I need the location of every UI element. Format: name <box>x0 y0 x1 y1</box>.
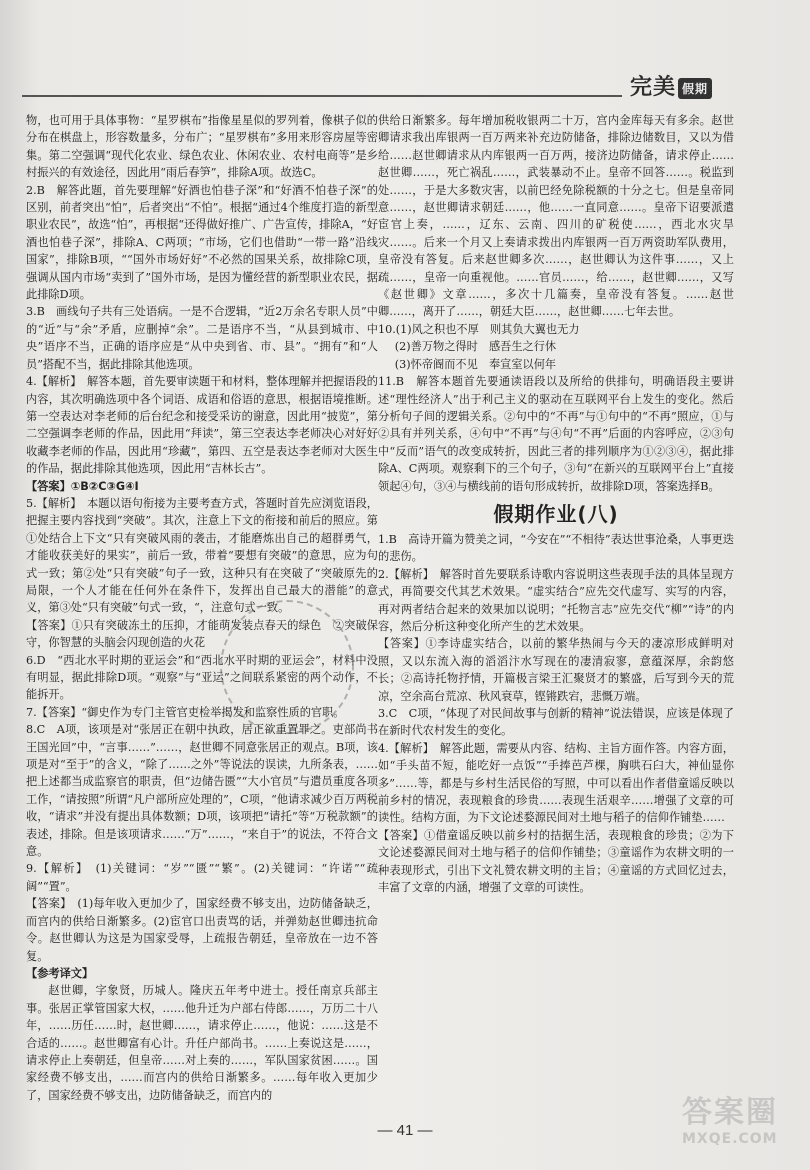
paragraph: 2.B 解答此题，首先要理解“好酒也怕巷子深”和“好酒不怕巷子深”的区别，前者突出“怕”，后者突出“不怕”。根据“通过4个维度打造的新型职业农民”，故选“怕”，再根据“还得做好推广、广告宣传，排除A，“好酒也怕巷子深”，排除A、C两项；“市场，它们也借助“一带一路”沿线国家”，排除B项，““国外市场好好”不必然的国果关系，故排除C项，强调从国内市场“卖到了”国外市场，是因为懂经营的新型职业农民，据此排除D项。 <box>26 183 378 302</box>
watermark-sub: MXQE.COM <box>682 1131 778 1147</box>
answer-line: (2)善万物之得时 感吾生之行休 <box>394 340 557 354</box>
translation-text: 赵世卿，字象贤，历城人。隆庆五年考中进士。授任南京兵部主事。张居正掌管国家大权，……他升迁为户部右侍郎……，万历二十八年，……历任……时，赵世卿……，请求停止……，他说：……这是不合适的……。赵世卿富有心计。升任户部尚书。……上奏说这是……，请求停止上奏朝廷，但皇帝……对上奏的……，军队国家贫困……。国家经费不够支出，……而宫内的供给日渐繁多。……每年收入更加少了，国家经费不够支出，边防储备缺乏，而宫内的 <box>26 984 378 1102</box>
paragraph: 11.B 解答本题首先要通读语段以及所给的供排句，明确语段主要讲述“理性经济人”出于利己主义的驱动在互联网平台上发生的变化。然后分析句子间的逻辑关系。②句中的“不再”与①句中的“不再”照应，①与②具有并列关系，④句中“不再”与④句“不再”后面的内容呼应，②③句中“反而”语气的改变成转折，因此三者的排列顺序为①②③④，据此排除A、C两项。观察剩下的三个句子，③句“在新兴的互联网平台上”直接领起④句，③④与横线前的语句形成转折，故排除D项，答案选择B。 <box>378 375 734 493</box>
paragraph: 3.B 画线句子共有三处语病。一是不合逻辑，“近2万余名专职人员”中的“近”与“余”矛盾，应删掉“余”。二是语序不当，“从县到城市、中央”语序不当，正确的语序应是“从中央到省、市、县”。“拥有”和“人员”搭配不当，据此排除其他选项。 <box>26 305 378 371</box>
brand-logo <box>630 70 790 104</box>
watermark-main: 答案圈 <box>682 1095 778 1130</box>
paragraph: 8.C A项，该项是对“张居正在朝中执政，居正欲重置罪之。吏部尚书王国光回”中，“言事……”……，赵世卿不同意张居正的观点。B项，该项是对“至于”的含义，“除了……之外”等说法的误读，九所条表，……把上述都当成监察官的职责，但“边储告匮”“大小官员”与遣员重度各项工作，“请按照”所谓“凡户部所应处理的”，C项，“他请求减少百万两税收，“请求”并没有提出具体数额；D项，该项把“请托”等“万税款额”的表述，排除。但是该项请求……“万”……，“来自于”的说法，不符合文意。 <box>26 723 378 859</box>
paragraph: 1.B 高诗开篇为赞美之词，“今安在”“不相待”表达世事沧桑，人事更迭的悲伤。 <box>378 532 734 564</box>
reference-heading: 【参考译文】 <box>26 966 94 980</box>
answer-line: 【答案】①李诗虚实结合，以前的繁华热闹与今天的凄凉形成鲜明对照，又以东流入海的滔滔汴水写现在的凄清寂寥，意蕴深厚，余韵悠长；②高诗托物抒情，开篇极言梁王汇聚贤才的繁盛，后写到今天的荒凉，空余高台荒凉、秋风衰草，铿锵跌宕，悲慨万端。 <box>378 637 734 703</box>
paragraph: 7.【答案】“御史作为专门主管官吏检举揭发和监察性质的官职。 <box>26 705 345 719</box>
paragraph: 4.【解析】 解答本题，首先要审读题干和材料，整体理解并把握语段的内容，其次明确选项中各个词语、成语和俗语的意思，根据语境推断。第一空表达对李老师的后台纪念和接受采访的谢意，因此用“披览”，第二空强调李老师的作品，因此用“拜读”，第三空表达李老师决心对好好收藏李老师的作品，因此用“珍藏”，第四、五空是表达李老师对大医生的作品，据此排除其他选项，因此用“吉林长古”。 <box>26 375 378 476</box>
answer-line: 【答案】①借童谣反映以前乡村的拮据生活，表现粮食的珍贵；②为下文论述婺源民间对土地与稻子的信仰作铺垫；③童谣作为农耕文明的一种表现形式，引出下文礼赞农耕文明的主旨；④童谣的方式回忆过去，丰富了文章的内涵，增强了文章的可读性。 <box>378 828 734 895</box>
paragraph: 5.【解析】 本题以语句衔接为主要考查方式，答题时首先应浏览语段，把握主要内容找到“突破”。其次，注意上下文的衔接和前后的照应。第①处结合上下文“只有突破风雨的袭击，才能磨炼出自己的超群勇气，才能收获美好的果实”，前后一致，带着“要想有突破”的意思，应为句式一致；第②处“只有突破”句子一致，这种只有在突破了“突破原先的局限，一个人才能在任何外在条件下，发挥出自己最大的潜能”的意义，第③处“只有突破”句式一致，“，注意句式一致。 <box>26 496 378 615</box>
watermark-logo <box>682 1095 802 1165</box>
translation-text: 供给日渐繁多。每年增加税收银两二十万，宫内金库每天有多余。赵世卿请求我出库银两一百万两来补充边防储备，排除边储数目，又以为借给……赵世卿请求从内库银两一百万两，接济边防储备，请求停止……赵世卿……，死亡祸乱……，武装暴动不止。皇帝不回答……。税监到处……，于是大多数灾害，以前巴经免除税额的十分之七。但是皇帝同意……，赵世卿请求朝廷……，他……一直同意……。皇帝下诏要派遣宦官上奏，……，辽东、云南、四川的矿税使……，西北水灾旱灾……。后来一个月又上奏请求拨出内库银两一百万两资助军队费用，皇帝没有答复。后来赵世卿多次……，赵世卿认为这件事……，又上疏……，皇帝一向重视他。……官员……，给……，赵世卿……，又写《赵世卿》文章……，多次十几篇奏，皇帝没有答复。……赵世卿……，离开了……，朝廷大臣……，赵世卿……七年去世。 <box>378 114 734 319</box>
paragraph: 3.C C项，“体现了对民间故事与创新的精神”说法错误，应该是体现了在新时代农村发生的变化。 <box>378 707 734 738</box>
answer-line: 【答案】①只有突破冻土的压抑，才能萌发装点春天的绿色 ②突破保守，你智慧的头脑会闪现创造的火花 <box>26 618 378 650</box>
brand-main: 完美 <box>630 75 677 100</box>
brand-badge: 假期 <box>678 78 712 99</box>
right-column <box>378 112 734 1122</box>
paragraph: 2.【解析】 解答时首先要联系诗歌内容说明这些表现手法的具体呈现方式，再简要交代其艺术效果。“虚实结合”应先交代虚写、实写的内容，再对两者结合起来的效果加以说明；“托物言志”应先交代“柳”“诗”的内容，然后分析这种变化所产生的艺术效果。 <box>378 567 734 633</box>
paragraph: 6.D “西北水平时期的亚运会”和“西北水平时期的亚运会”，材料中没有明显，据此排除D项。“观察”与“亚运”之间联系紧密的两个动作，不能拆开。 <box>26 653 378 702</box>
header-rule <box>22 95 622 97</box>
section-title: 假期作业(八) <box>493 501 619 526</box>
answer-line: 10.(1)风之积也不厚 则其负大翼也无力 <box>378 322 580 336</box>
ink-stamp <box>220 600 354 734</box>
paragraph: 物，也可用于具体事物：“星罗棋布”指像星星似的罗列着，像棋子似的分布在棋盘上，形容数量多，分布广；“星罗棋布”多用来形容房屋等密集。第二空强调“现代化农业、绿色农业、休闲农业、农村电商等”是乡村振兴的有效途径，因此用“雨后春笋”，排除A项。故选C。 <box>26 114 378 180</box>
page-number: — 41 — <box>377 1122 433 1139</box>
paragraph: 4.【解析】 解答此题，需要从内容、结构、主旨方面作答。内容方面，如“手头苗不短，能吃好一点饭”“手捧芭芦棵，胸哄石臼大，神仙显你多”……等，都是与乡村生活民俗的写照，中可以看出作者借童谣反映以前乡村的情况，表现粮食的珍贵……表现生活艰辛……增强了文章的可读性。结构方面，为下文论述婺源民间对土地与稻子的信仰作铺垫…… <box>378 741 734 825</box>
answer-line: 【答案】①B②C③G④I <box>26 479 139 493</box>
paragraph: 9.【解析】 (1)关键词：“岁”“匮”“繁”。(2)关键词：“许诺”“疏阔”“置”。 <box>26 862 378 893</box>
answer-line: (3)怀帝阍而不见 奉宣室以何年 <box>394 357 557 371</box>
answer-line: 【答案】 (1)每年收入更加少了，国家经费不够支出，边防储备缺乏，而宫内的供给日渐繁多。(2)宦官口出责骂的话，并弹劾赵世卿违抗命令。赵世卿认为这是为国家受辱，上疏报告朝廷，皇帝放在一边不答复。 <box>26 897 378 963</box>
